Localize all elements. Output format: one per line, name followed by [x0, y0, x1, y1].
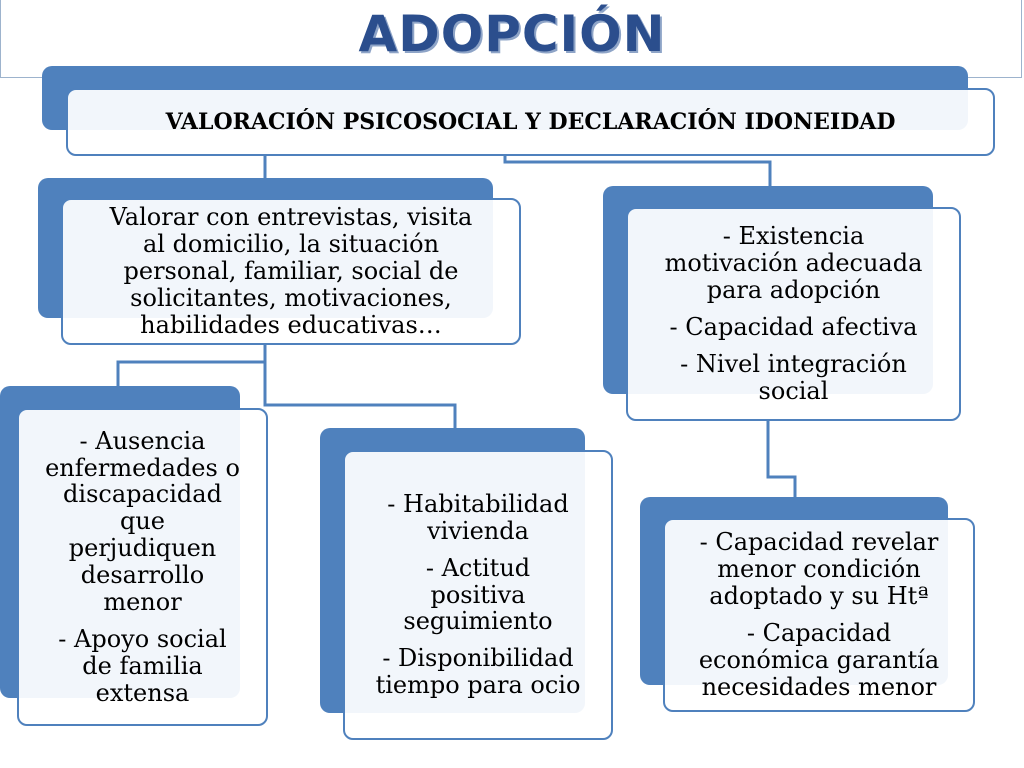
left-child-2-box — [343, 450, 613, 740]
header-box — [66, 88, 995, 156]
right-node-box — [626, 207, 961, 421]
right-node-item-3: - Nivel integración social — [680, 349, 907, 405]
right-child-box — [663, 518, 975, 712]
right-node-item-1: - Existencia motivación adecuada para adopción — [664, 222, 923, 305]
left-node-box — [61, 198, 521, 345]
left-child-1-item-2: - Apoyo social de familia extensa — [58, 624, 227, 707]
left-child-1-box — [17, 408, 268, 726]
left-child-2-item-3: - Disponibilidad tiempo para ocio — [375, 644, 581, 700]
left-node-text: Valorar con entrevistas, visita al domicilio, la situación personal, familiar, social de solicitantes, motivaciones, habilidades educativas… — [109, 203, 473, 339]
slide-title: ADOPCIÓN — [358, 5, 666, 63]
header-label: VALORACIÓN PSICOSOCIAL Y DECLARACIÓN IDONEIDAD — [165, 108, 896, 135]
connector-left-child2 — [265, 362, 455, 428]
left-child-2-item-1: - Habitabilidad vivienda — [387, 489, 569, 545]
right-child-item-2: - Capacidad económica garantía necesidades menor — [698, 619, 940, 701]
left-child-2-item-2: - Actitud positiva seguimiento — [403, 553, 553, 636]
connector-right-child — [768, 420, 795, 498]
left-child-1-item-1: - Ausencia enfermedades o discapacidad que perjudiquen desarrollo menor — [45, 426, 240, 616]
right-child-item-1: - Capacidad revelar menor condición adoptado y su Htª — [699, 528, 939, 611]
connector-header-right — [505, 155, 770, 186]
right-node-item-2: - Capacidad afectiva — [669, 313, 918, 341]
connector-left-child1 — [118, 345, 265, 386]
